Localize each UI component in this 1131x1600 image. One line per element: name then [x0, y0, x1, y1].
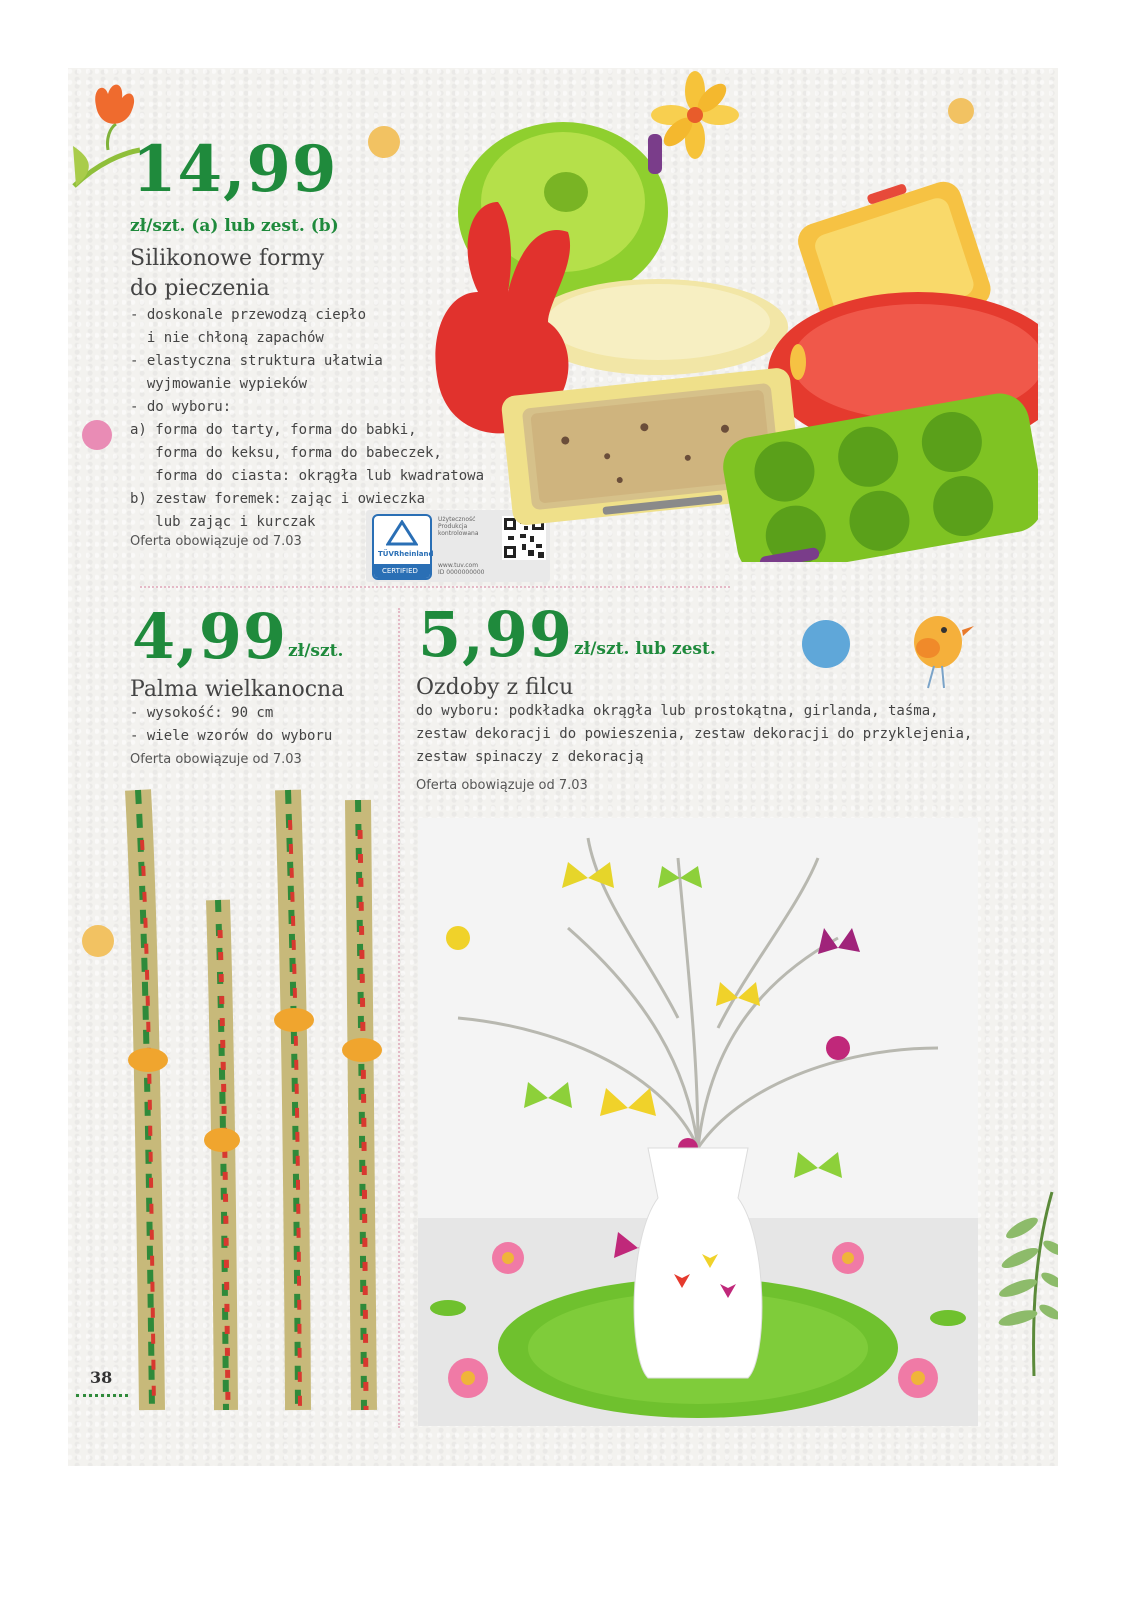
offer-molds: Oferta obowiązuje od 7.03	[130, 534, 302, 549]
fern-illustration	[974, 1188, 1058, 1378]
offer-felt: Oferta obowiązuje od 7.03	[416, 778, 588, 793]
offer-palm: Oferta obowiązuje od 7.03	[130, 752, 302, 767]
unit-felt: zł/szt. lub zest.	[574, 639, 716, 659]
desc-line: a) forma do tarty, forma do babki,	[130, 422, 417, 438]
title-molds-line1: Silikonowe formy	[130, 246, 325, 271]
cert-note: Produkcja	[438, 523, 468, 530]
cert-note: kontrolowana	[438, 530, 479, 537]
price-palm: 4,99	[132, 600, 288, 673]
page-number: 38	[90, 1368, 113, 1387]
cert-note: Użyteczność	[438, 516, 476, 523]
desc-line: - elastyczna struktura ułatwia	[130, 353, 383, 369]
desc-line: - doskonale przewodzą ciepło	[130, 307, 367, 323]
cert-id: ID 0000000000	[438, 569, 485, 576]
desc-line: - wiele wzorów do wyboru	[130, 728, 333, 744]
desc-line: - wysokość: 90 cm	[130, 705, 274, 721]
yellow-dot-decoration	[366, 124, 402, 160]
title-felt: Ozdoby z filcu	[416, 675, 574, 700]
tuv-brand: TÜVRheinland	[378, 550, 434, 558]
price-molds: 14,99	[132, 132, 338, 207]
unit-molds: zł/szt. (a) lub zest. (b)	[130, 216, 339, 236]
easter-palms-photo	[108, 780, 408, 1420]
section-divider	[140, 586, 730, 588]
blue-dot-decoration	[800, 618, 852, 670]
triangle-logo-icon	[386, 520, 418, 546]
price-felt: 5,99	[418, 598, 574, 671]
pink-dot-decoration	[80, 418, 114, 452]
silicone-molds-photo	[418, 82, 1038, 562]
desc-line: lub zając i kurczak	[130, 514, 316, 530]
cert-url: www.tuv.com	[438, 562, 479, 569]
desc-line: do wyboru: podkładka okrągła lub prostokątna, girlanda, taśma,	[416, 703, 939, 719]
desc-line: forma do ciasta: okrągła lub kwadratowa	[130, 468, 485, 484]
title-molds-line2: do pieczenia	[130, 276, 270, 301]
certified-band	[374, 564, 430, 578]
page-number-dots	[76, 1394, 128, 1397]
title-palm: Palma wielkanocna	[130, 677, 345, 702]
desc-line: wyjmowanie wypieków	[130, 376, 308, 392]
certified-label: CERTIFIED	[382, 567, 418, 575]
unit-palm: zł/szt.	[288, 641, 344, 661]
leaflet-page	[68, 68, 1058, 1466]
desc-line: i nie chłoną zapachów	[130, 330, 324, 346]
desc-line: zestaw spinaczy z dekoracją	[416, 749, 644, 765]
desc-line: - do wyboru:	[130, 399, 232, 415]
desc-line: b) zestaw foremek: zając i owieczka	[130, 491, 426, 507]
desc-line: zestaw dekoracji do powieszenia, zestaw dekoracji do przyklejenia,	[416, 726, 973, 742]
felt-decorations-photo	[418, 818, 978, 1426]
bird-illustration	[906, 596, 976, 696]
column-divider	[398, 608, 400, 1428]
desc-line: forma do keksu, forma do babeczek,	[130, 445, 442, 461]
